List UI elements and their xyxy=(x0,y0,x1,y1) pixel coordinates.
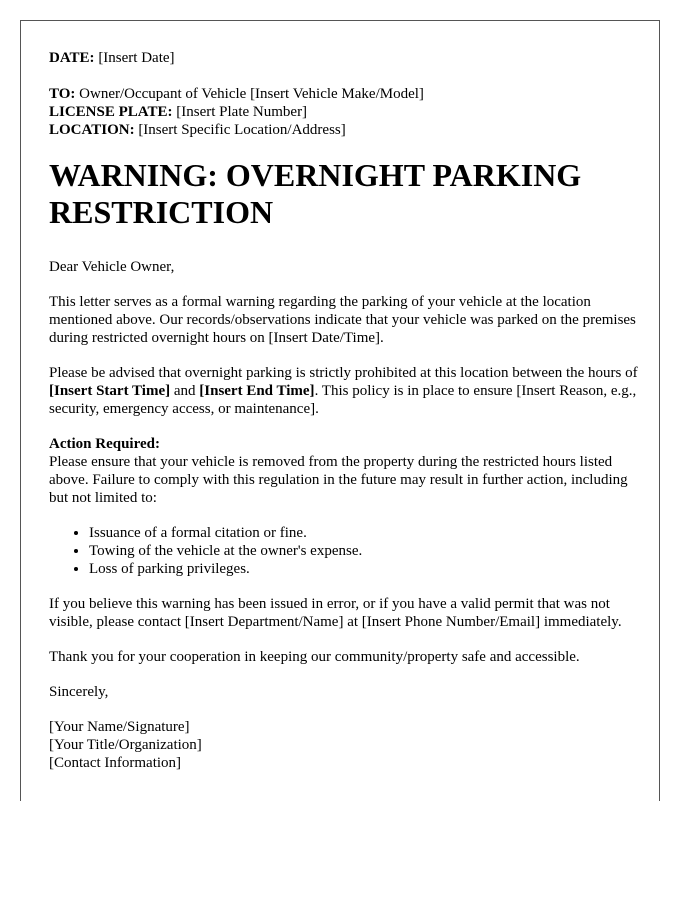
paragraph-intro: This letter serves as a formal warning regarding the parking of your vehicle at the location mentioned above. Our records/observations indicate that your vehicle was parked on the premises during restricted overnight hours on [Insert Date/Time]. xyxy=(49,294,636,346)
end-time: [Insert End Time] xyxy=(199,383,315,399)
action-section xyxy=(49,435,639,507)
location-line xyxy=(49,121,639,139)
consequence-list xyxy=(49,524,639,578)
plate-value: [Insert Plate Number] xyxy=(176,104,308,120)
policy-text-2: and xyxy=(170,383,200,399)
paragraph-policy xyxy=(49,364,639,418)
action-text: Please ensure that your vehicle is removed from the property during the restricted hours listed above. Failure to comply with this regulation in the future may result in further action, including but not limited to: xyxy=(49,454,628,506)
letter-page xyxy=(20,20,660,801)
letter-content xyxy=(49,49,639,772)
letter-title: WARNING: OVERNIGHT PARKING RESTRICTION xyxy=(49,157,582,230)
policy-text-3: . This policy is in place to ensure [Insert Reason, e.g., security, emergency access, or maintenance]. xyxy=(49,383,637,417)
signature-name: [Your Name/Signature] xyxy=(49,719,190,735)
signature-block xyxy=(49,718,639,772)
signature-title: [Your Title/Organization] xyxy=(49,737,202,753)
paragraph-contact: If you believe this warning has been issued in error, or if you have a valid permit that was not visible, please contact [Insert Department/Name] at [Insert Phone Number/Email] immediately. xyxy=(49,596,622,630)
to-value: Owner/Occupant of Vehicle [Insert Vehicle Make/Model] xyxy=(79,86,424,102)
date-label: DATE: xyxy=(49,50,95,66)
signature-contact: [Contact Information] xyxy=(49,755,182,771)
date-line xyxy=(49,49,639,67)
list-item: • Loss of parking privileges. xyxy=(89,560,639,578)
action-title: Action Required: xyxy=(49,436,160,452)
list-item: • Issuance of a formal citation or fine. xyxy=(89,524,639,542)
plate-label: LICENSE PLATE: xyxy=(49,104,173,120)
to-line xyxy=(49,85,639,103)
date-value: [Insert Date] xyxy=(98,50,175,66)
plate-line xyxy=(49,103,639,121)
paragraph-thanks: Thank you for your cooperation in keeping our community/property safe and accessible. xyxy=(49,649,580,665)
location-label: LOCATION: xyxy=(49,122,135,138)
to-label: TO: xyxy=(49,86,76,102)
list-item: • Towing of the vehicle at the owner's expense. xyxy=(89,542,639,560)
location-value: [Insert Specific Location/Address] xyxy=(138,122,346,138)
policy-text-1: Please be advised that overnight parking is strictly prohibited at this location between the hours of xyxy=(49,365,638,381)
closing: Sincerely, xyxy=(49,684,109,700)
start-time: [Insert Start Time] xyxy=(49,383,171,399)
salutation: Dear Vehicle Owner, xyxy=(49,259,175,275)
